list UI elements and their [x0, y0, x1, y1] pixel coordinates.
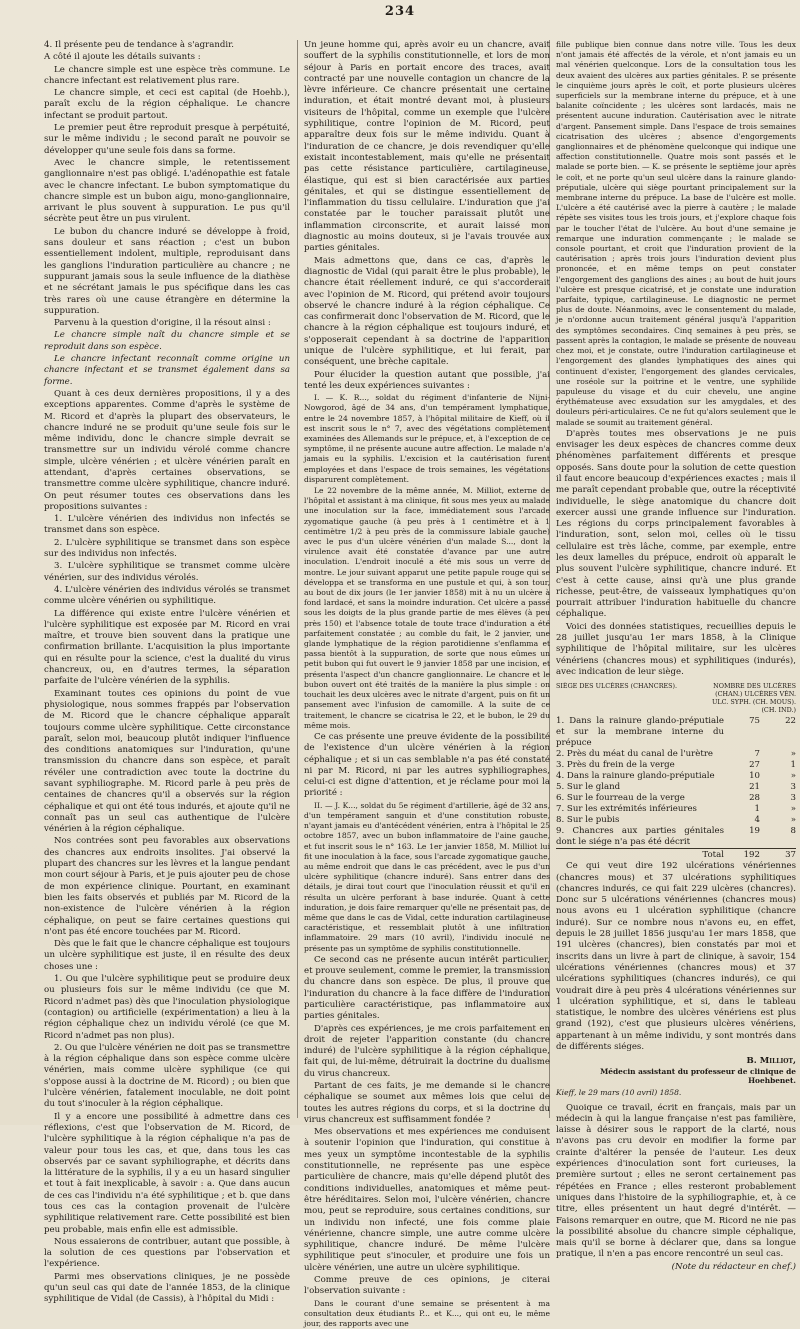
paragraph: Quoique ce travail, écrit en français, mais par un médecin à qui la langue française n'est pas familière, laisse à désirer sous le rapport de la clarté, nous n'avons pas cru devoir en modifier la forme par crainte d'altérer la pensée de l'auteur. Les deux expériences d'inoculation sont fort curieuses, la première surtout ; elles ne seront certainement pas répétées en France ; elles resteront probablement uniques dans l'histoire de la syphiliographie, et, à ce titre, elles présentent un haut degré d'intérêt. — Faisons remarquer en outre, que M. Ricord ne nie pas la possibilité absolue du chancre simple céphalique, mais qu'il se borne à déclarer que, dans sa longue pratique, il n'en a pas encore rencontré un seul cas.: [556, 1102, 796, 1260]
paragraph: Voici des données statistiques, recueillies depuis le 28 juillet jusqu'au 1er mars 1858, à la Clinique syphilitique de l'hôpital militaire, sur les ulcères vénériens (chancres mous) et syphilitiques (indurés), avec indication de leur siège.: [556, 621, 796, 677]
signature: [556, 1056, 796, 1085]
author-title: Médecin assistant du professeur de clinique de Hoehbenet.: [600, 1067, 796, 1086]
paragraph: D'après toutes mes observations je ne puis envisager les deux espèces de chancres comme deux phénomènes parfaitement différents et presque opposés. Sans doute pour la solution de cette question il faut encore beaucoup d'expériences exactes ; mais il me paraît cependant probable que, outre la réceptivité individuelle, le siège anatomique du chancre doit exercer aussi une grande influence sur l'induration. Les régions du corps principalement favorables à l'induration, sont, selon moi, celles où le tissu cellulaire est très lâche, comme, par exemple, entre les deux lamelles du prépuce, endroit où apparaît le plus souvent l'ulcère syphilitique, chancre induré. Et c'est à cette cause, ainsi qu'à une plus grande richesse, peut-être, de vaisseaux lymphatiques qu'on pourrait attribuer l'induration habituelle du chancre céphalique.: [556, 428, 796, 620]
paragraph: Le chancre simple, et ceci est capital (de Hoehb.), paraît exclu de la région céphalique. Le chancre infectant se produit partout.: [44, 88, 290, 121]
table-cell-site: 5. Sur le gland: [556, 782, 621, 793]
table-row: [556, 793, 796, 804]
paragraph: Mais admettons que, dans ce cas, d'après le diagnostic de Vidal (qui parait être le plus probable), le chancre était réellement induré, ce qui s'accorderait avec l'opinion de M. Ricord, qui prétend avoir toujours observé le chancre induré à la région céphalique. Ce cas confirmerait donc l'observation de M. Ricord, que le chancre à la région céphalique est toujours induré, et s'opposerait cependant à sa doctrine de l'apparition unique de l'ulcère syphilitique, et lui ferait, par conséquent, une brèche capitale.: [304, 255, 550, 368]
table-total-total_soft: 192: [724, 849, 760, 862]
table-total-total_hard: 37: [760, 849, 796, 862]
paragraph: Pour élucider la question autant que possible, j'ai tenté les deux expériences suivantes :: [304, 369, 550, 391]
table-cell-hard: 3: [790, 793, 796, 804]
paragraph: Le chancre simple naît du chancre simple et se reproduit dans son espèce.: [44, 330, 290, 352]
paragraph: Nos contrées sont peu favorables aux observations des chancres aux endroits insolites. J'ai observé la plupart des chancres sur les lèvres et la langue pendant mon court séjour à Paris, et je puis ajouter peu de chose de mon expérience clinique. Pourtant, en examinant bien les faits observés et publiés par M. Ricord de la non-existence de l'ulcère vénérien à la région céphalique, on peut se faire certaines questions qui n'ont pas été encore touchées par M. Ricord.: [44, 836, 290, 937]
table-row: [556, 760, 796, 771]
paragraph: 2. Ou que l'ulcère vénérien ne doit pas se transmettre à la région céphalique dans son espèce comme ulcère vénérien, mais comme ulcère syphilique (ce qui s'oppose aussi à la doctrine de M. Ricord) ; ou bien que l'ulcère vénérien, fatalement inoculable, ne doit point du tout s'inoculer à la région céphalique.: [44, 1042, 291, 1110]
paragraph: Quant à ces deux dernières propositions, il y a des exceptions apparentes. Comme d'après le système de M. Ricord et d'après la plupart des observateurs, le chancre induré ne se produit qu'une seule fois sur le même individu, donc le chancre simple devrait se transmettre sur un individu vérolé comme chancre simple, ulcère vénérien ; et ulcère vénérien paraît en attendant, d'après certaines observations, se transmettre comme ulcère syphilitique, chancre induré. On peut résumer toutes ces observations dans les propositions suivantes :: [44, 388, 290, 512]
table-cell-hard: 3: [790, 782, 796, 793]
table-row: [556, 815, 796, 826]
paragraph: 4. L'ulcère vénérien des individus vérolés se transmet comme ulcère vénérien ou syphilitique.: [44, 584, 290, 607]
table-row: [556, 716, 796, 749]
table-row: [556, 804, 796, 815]
paragraph: 4. Il présente peu de tendance à s'agrandir.: [44, 40, 235, 50]
paragraph: D'après ces expériences, je me crois parfaitement en droit de rejeter l'apparition constante (du chancre induré) de l'ulcère syphilitique à la région céphalique, fait qui, de lui-même, détruirait la doctrine du dualisme du virus chancreux.: [304, 1023, 550, 1079]
paragraph: Ce qui veut dire 192 ulcérations vénériennes (chancres mous) et 37 ulcérations syphilitiques (chancres indurés, ce qui fait 229 ulcères (chancres). Donc sur 5 ulcérations vénériennes (chancres mous) nous avons eu 1 ulcération syphilitique (chancre induré). Sur ce nombre nous n'avons eu, en effet, depuis le 28 juillet 1856 jusqu'au 1er mars 1858, que 191 ulcères (chancres), bien constatés par moi et inscrits dans un livre à part de clinique, à savoir, 154 ulcérations vénériennes (chancres mous) et 37 ulcérations syphilitiques (chancres indurés), ce qui voudrait dire à peu près 4 ulcérations vénériennes sur 1 ulcération syphilitique, et si, dans le tableau statistique, le nombre des ulcères vénériens est plus grand (192), c'est que plusieurs ulcères vénériens, appartenant à un même individu, y sont montrés dans de différents siéges.: [556, 861, 796, 1052]
paragraph: La différence qui existe entre l'ulcère vénérien et l'ulcère syphilitique est exposée par M. Ricord en vrai maître, et trouve bien souvent dans la pratique une confirmation brillante. L'acquisition la plus importante qui en résulte pour la science, c'est la dualité du virus chancreux, ou, en d'autres termes, la séparation parfaite de l'ulcère vénérien de la syphilis.: [44, 608, 290, 687]
table-cell-hard: 22: [785, 716, 796, 727]
column-1: [44, 40, 291, 1305]
table-cell-soft: 7: [754, 749, 760, 760]
statistics-table: [556, 716, 796, 861]
table-cell-soft: 4: [754, 815, 760, 826]
table-total-row: [556, 849, 796, 862]
table-row: [556, 749, 796, 760]
paragraph: Dans le courant d'une semaine se présentent à ma consultation deux étudiants P... et K..., qui ont eu, le même jour, des rapports avec une: [304, 1298, 550, 1329]
table-cell-hard: »: [790, 771, 796, 782]
paragraph: Ce cas présente une preuve évidente de la possibilité de l'existence d'un ulcère vénérien à la région céphalique ; et si un cas semblable n'a pas été constaté ni par M. Ricord, ni par les autres syphiliographes, celui-ci est digne d'attention, et je réclame pour moi la priorité :: [304, 731, 550, 799]
paragraph: Le chancre simple est une espèce très commune. Le chancre infectant est relativement plus rare.: [44, 64, 290, 86]
paragraph: Ce second cas ne présente aucun intérêt particulier, et prouve seulement, comme le premier, la transmission du chancre dans son espèce. De plus, il prouve que l'induration du chancre à la face diffère de l'induration particulière caractéristique, pas inflammatoire aux parties génitales.: [304, 954, 550, 1022]
table-cell-hard: »: [790, 815, 796, 826]
paragraph: Nous essaierons de contribuer, autant que possible, à la solution de ces questions par l'observation et l'expérience.: [44, 1236, 290, 1270]
table-cell-soft: 27: [749, 760, 760, 771]
paragraph: Un jeune homme qui, après avoir eu un chancre, avait souffert de la syphilis constitutionnelle, et lors de mon séjour à Paris en portait encore des traces, avait contracté par une nouvelle contagion un chancre de la lèvre inférieure. Ce chancre présentait une certaine induration, et était montré devant moi, à plusieurs visiteurs de l'hôpital, comme un exemple que l'ulcère syphilitique, contre l'opinion de M. Ricord, peut apparaître deux fois sur le même individu. Quant à l'induration de ce chancre, je dois revendiquer qu'elle existait incontestablement, mais qu'elle ne présentait pas cette résistance particulière, cartilagineuse, élastique, qui est si bien caractérisée aux parties génitales, et qui se distingue essentiellement de l'inflammation du tissu cellulaire. L'induration que j'ai constatée par le toucher paraissait plutôt une inflammation circonscrite, et aurait laissé mon diagnostic au moins douteux, si je l'avais trouvée aux parties génitales.: [304, 40, 550, 254]
page-number: 234: [384, 4, 416, 19]
dateline: Kieff, le 29 mars (10 avril) 1858.: [556, 1088, 682, 1098]
table-cell-soft: 75: [749, 716, 760, 727]
column-divider-1: [297, 40, 298, 1118]
paragraph: Le chancre infectant reconnaît comme origine un chancre infectant et se transmet également dans sa forme.: [44, 354, 290, 387]
paragraph: Comme preuve de ces opinions, je citerai l'observation suivante :: [304, 1275, 550, 1297]
table-cell-site: 3. Près du frein de la verge: [556, 760, 675, 771]
table-cell-soft: 21: [749, 782, 760, 793]
table-row: [556, 826, 796, 849]
table-total-total_label: Total: [556, 849, 724, 862]
table-cell-hard: 1: [790, 760, 796, 771]
paragraph: Le bubon du chancre induré se développe à froid, sans douleur et sans réaction ; c'est un bubon essentiellement indolent, multiple, reproduisant dans les ganglions l'induration particulière au chancre ; ne suppurant jamais sous la seule influence de la diathèse et ne sécrétant jamais le pus spécifique dans les cas très rares où une cause étrangère en détermine la suppuration.: [44, 226, 290, 316]
paragraph: fille publique bien connue dans notre ville. Tous les deux n'ont jamais été affectés de la vérole, et n'ont jamais eu un mal vénérien quelconque. Lors de la consultation tous les deux avaient des ulcères aux parties génitales. P. se présente le cinquième jours après le coït, et porte plusieurs ulcères superficiels sur la membrane interne du prépuce, et à une balanite coïncidente ; les ulcères sont lardacés, mais ne présentent aucune induration. Cautérisation avec le nitrate d'argent. Pansement simple. Dans l'espace de trois semaines cicatrisation des ulcères ; absence d'engorgements ganglionnaires et de phénomène quelconque qui indique une affection constitutionnelle. Quatre mois sont passés et le malade se porte bien. — K. se présente le septième jour après le coït, et ne porte qu'un seul ulcère dans la rainure glando-préputiale, ulcère qui siège pourtant principalement sur la membrane interne du prépuce. La base de l'ulcère est molle. L'ulcère a été cautérisé avec la pierre à cautère ; le malade répète ses visites tous les trois jours, et j'explore chaque fois par le toucher l'état de l'ulcère. Au bout d'une semaine je remarque une induration commençante ; le malade se console pourtant, et croit que l'induration provient de la cautérisation ; après trois jours l'induration devient plus prononcée, et en même temps on peut constater l'engorgement des ganglions des aines ; au bout de huit jours l'ulcère est presque cicatrisé, et je constate une induration parfaite, typique, cartilagineuse. Le diagnostic ne permet plus de doute. Néanmoins, avec le consentement du malade, je n'ordonne aucun traitement général jusqu'à l'apparition des symptômes secondaires. Cinq semaines à peu près, se passent après la contagion, le malade se présente de nouveau chez moi, et je constate, outre l'induration cartilagineuse et l'engorgement des glandes lymphatiques des aines qui continuent d'exister, l'engorgement des glandes cervicales, une roséole sur la poitrine et le ventre, une syphilide papuleuse du visage et du cuir chevelu, une angine érythémateuse avec exsudation sur les amygdales, et des douleurs péri-articulaires. Ce ne fut qu'alors seulement que le malade se soumit au traitement général.: [556, 40, 796, 427]
table-cell-site: 8. Sur le pubis: [556, 815, 620, 826]
paragraph: Le premier peut être reproduit presque à perpétuité, sur le même individu ; le second paraît ne pouvoir se développer qu'une seule fois dans sa forme.: [44, 123, 290, 156]
case-report: I. — K. R..., soldat du régiment d'infanterie de Nijni-Nowgorod, âgé de 34 ans, d'un tempérament lymphatique, entre le 24 novembre 1857, à l'hôpital militaire de Kieff, où il est inscrit sous le n° 7, avec des végétations complètement examinées des Allemands sur le prépuce, et, à l'exception de ce symptôme, il ne présente aucune autre affection. Le malade n'a jamais eu la syphilis. L'excision et la cautérisation furent employées et dans l'espace de trois semaines, les végétations disparurent complètement.: [304, 393, 550, 484]
paragraph: 1. Ou que l'ulcère syphilitique peut se produire deux ou plusieurs fois sur le même individu (ce que M. Ricord n'admet pas) dès que l'inoculation physiologique (contagion) ou artificielle (expérimentation) a lieu à la région céphalique chez un individu vérolé (ce que M. Ricord n'admet pas non plus).: [44, 974, 290, 1041]
paragraph: 2. L'ulcère syphilitique se transmet dans son espèce sur des individus non infectés.: [44, 537, 290, 560]
author-name: B. Milliot,: [746, 1056, 796, 1067]
column-3: [556, 40, 796, 1272]
table-cell-hard: »: [790, 749, 796, 760]
paragraph: Il y a encore une possibilité à admettre dans ces réflexions, c'est que l'observation de M. Ricord, de l'ulcère syphilitique à la région céphalique n'a pas de valeur pour tous les cas, et que, dans tous les cas observés par ce savant syphiliographe, et décrits dans la littérature de la syphilis, il y a eu un hasard singulier et tout à fait inexplicable, à savoir : a. Que dans aucun de ces cas l'individu n'a été syphilitique ; et b. que dans tous ces cas la contagion provenait de l'ulcère syphilitique relativement rare. Cette possibilité est bien peu probable, mais enfin elle est admissible.: [44, 1111, 290, 1235]
paragraph: 3. L'ulcère syphilitique se transmet comme ulcère vénérien, sur des individus vérolés.: [44, 561, 290, 583]
table-cell-hard: »: [790, 804, 796, 815]
paragraph: 1. L'ulcère vénérien des individus non infectés se transmet dans son espèce.: [44, 514, 290, 536]
table-cell-soft: 28: [749, 793, 760, 804]
case-report: II. — J. K..., soldat du 5e régiment d'artillerie, âgé de 32 ans, d'un tempérament sanguin et d'une constitution robuste, n'ayant jamais eu d'antécédent vénérien, entra à l'hôpital le 25 octobre 1857, avec un bubon inflammatoire de l'aine gauche, et fut inscrit sous le n° 163. Le 1er janvier 1858, M. Milliot lui fit une inoculation à la face, sous l'arcade zygomatique gauche, au même endroit que dans le cas précédent, avec le pus d'un ulcère syphilitique (chancre induré). Sans entrer dans des détails, je dirai tout court que l'inoculation réussit et qu'il en résulta un ulcère perforant à base indurée. Quant à cette induration, je dois faire remarquer qu'elle ne présentait pas, de même que dans le cas de Vidal, cette induration cartilagineuse caractéristique, et ressemblait plutôt à une infiltration inflammatoire. 29 mars (10 avril), l'individu inoculé ne présente pas un symptôme de syphilis constitutionnelle.: [304, 800, 550, 953]
paragraph: Parvenu à la question d'origine, il la résout ainsi :: [54, 318, 271, 329]
paragraph: Partant de ces faits, je me demande si le chancre céphalique se soumet aux mêmes lois que celui de toutes les autres régions du corps, et si la doctrine du virus chancreux est suffisamment fondée ?: [304, 1081, 550, 1125]
table-cell-hard: 8: [790, 826, 796, 837]
table-cell-site: 1. Dans la rainure glando-préputiale et sur la membrane interne du prépuce: [556, 716, 724, 749]
table-cell-soft: 10: [749, 771, 760, 782]
paragraph: Mes observations et mes expériences me conduisent à soutenir l'opinion que l'induration, qui constitue à mes yeux un symptôme incontestable de la syphilis constitutionnelle, ne représente pas une espèce particulière de chancre, mais qu'elle dépend plutôt des conditions individuelles, anatomiques et même peut-être héréditaires. Selon moi, l'ulcère vénérien, chancre mou, peut se reproduire, sous certaines conditions, sur un individu non infecté, une fois comme plaie vénérienne, chancre simple, une autre comme ulcère syphilitique, chancre induré. De même l'ulcère syphilitique peut s'inoculer, et produire une fois un ulcère vénérien, une autre un ulcère syphilitique.: [304, 1127, 550, 1273]
table-header: [556, 682, 796, 714]
table-header-left: SIÈGE DES ULCÈRES (CHANCRES).: [556, 682, 678, 691]
table-header-right: NOMBRE DES ULCÈRES (CHAN.) ULCÈRES VÉN. ULC. SYPH. (CH. MOUS). (CH. IND.): [712, 682, 796, 715]
table-cell-site: 2. Près du méat du canal de l'urètre: [556, 749, 714, 760]
table-row: [556, 782, 796, 793]
paragraph: Avec le chancre simple, le retentissement ganglionnaire n'est pas obligé. L'adénopathie est fatale avec le chancre infectant. Le bubon symptomatique du chancre simple est un bubon aigu, mono-ganglionnaire, arrivant le plus souvent à suppuration. Le pus qu'il sécrète peut être un pus virulent.: [44, 157, 290, 225]
table-cell-site: 6. Sur le fourreau de la verge: [556, 793, 685, 804]
paragraph: A côté il ajoute les détails suivants :: [44, 52, 201, 63]
table-row: [556, 771, 796, 782]
table-cell-soft: 1: [754, 804, 760, 815]
table-cell-site: 7. Sur les extrémités inférieures: [556, 804, 697, 815]
case-report: Le 22 novembre de la même année, M. Milliot, externe de l'hôpital et assistant à ma clinique, fit sous mes yeux au malade une inoculation sur la face, immédiatement sous l'arcade zygomatique gauche (à peu près à 1 centimètre et à 1 centimètre 1/2 à peu près de la commissure labiale gauche) avec le pus d'un ulcère vénérien d'un malade S..., dont la virulence avait été constatée d'avance par une autre inoculation. L'endroit inoculé a été mis sous un verre de montre. Le jour suivant apparut une petite papule rouge qui se développa et se transforma en une pustule et qui, à son tour, au bout de dix jours (le 1er janvier 1858) mit à nu un ulcère à fond lardacé, et sans la moindre induration. Cet ulcère a passé sous les doigts de la plus grande partie de mes élèves (à peu près 150) et l'absence totale de toute trace d'induration a été parfaitement constatée ; au comble du fait, le 2 janvier, une glande lymphatique de la région parotidienne s'enflamma et passa bientôt à la suppuration, de sorte que nous eûmes un petit bubon qui fut ouvert le 9 janvier 1858 par une incision, et présenta l'aspect d'un chancre ganglionnaire. Le chancre et le bubon ouvert ont été traités de la manière la plus simple : on touchait les deux ulcères avec le nitrate d'argent, puis on fit un pansement avec l'infusion de camomille. A la suite de ce traitement, le chancre se cicatrisa le 22, et le bubon, le 29 du même mois.: [304, 486, 550, 730]
table-cell-site: 9. Chancres aux parties génitales dont le siége n'a pas été décrit: [556, 826, 724, 848]
column-2: [304, 40, 550, 1329]
table-cell-site: 4. Dans la rainure glando-préputiale: [556, 771, 715, 782]
paragraph: Parmi mes observations cliniques, je ne possède qu'un seul cas qui date de l'année 1853, de la clinique syphilitique de Vidal (de Cassis), à l'hôpital du Midi :: [44, 1271, 290, 1305]
paragraph: Dès que le fait que le chancre céphalique est toujours un ulcère syphilitique est juste, il en résulte des deux choses une :: [44, 939, 290, 972]
paragraph: Examinant toutes ces opinions du point de vue physiologique, nous sommes frappés par l'observation de M. Ricord que le chancre céphalique apparaît toujours comme ulcère syphilitique. Cette circonstance paraît, selon moi, beaucoup plutôt indiquer l'influence des conditions anatomiques sur l'induration, qu'une transmission du chancre dans son espèce, et paraît révéler une contradiction avec toute la doctrine du savant syphiliographe. M. Ricord parle à peu près de centaines de chancres qu'il a observés sur la région céphalique et qui ont été tous indurés, et ajoute qu'il ne connaît pas un seul cas authentique de l'ulcère vénérien à la région céphalique.: [44, 688, 290, 835]
table-cell-soft: 19: [749, 826, 760, 837]
editor-note: (Note du rédacteur en chef.): [671, 1261, 796, 1272]
